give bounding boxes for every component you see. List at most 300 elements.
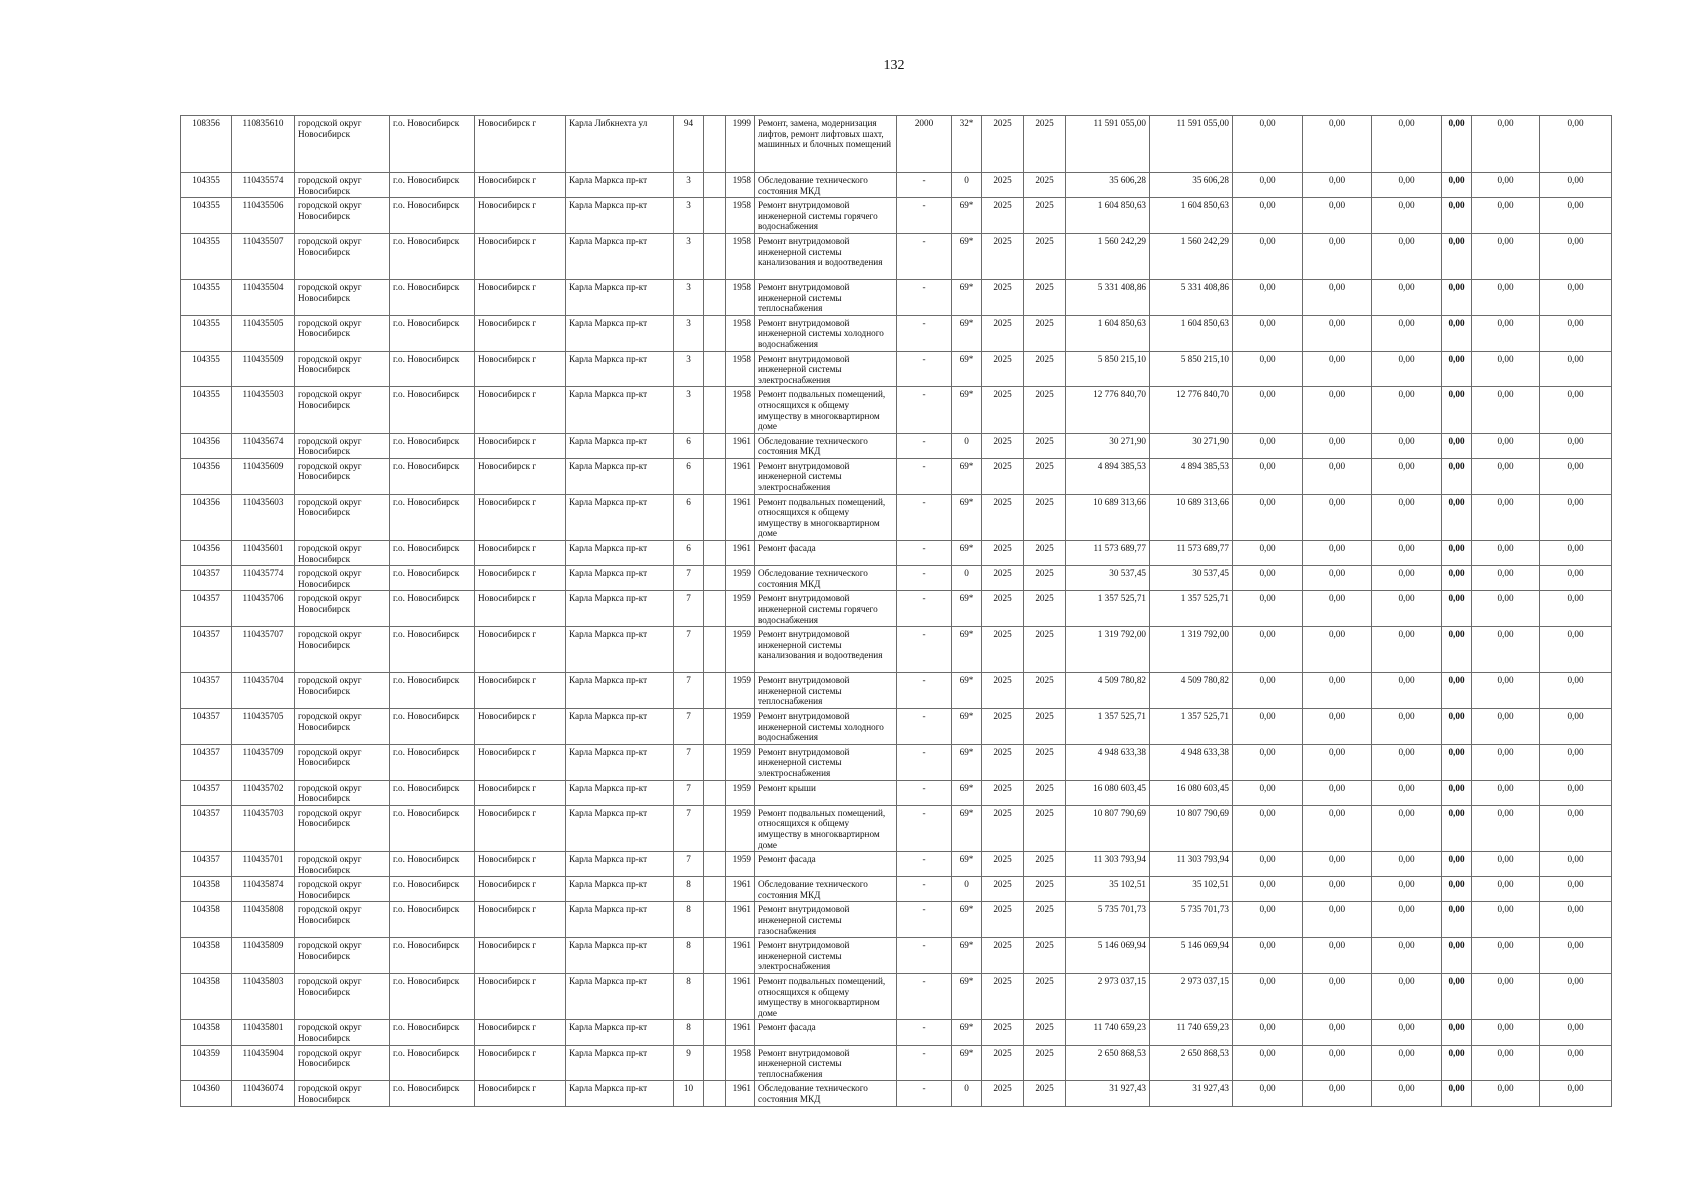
cell-local-budget: 0,00	[1303, 566, 1372, 591]
cell-settlement: Новосибирск г	[475, 1020, 566, 1045]
cell-work-id: 110435505	[232, 315, 295, 351]
cell-wear-percent: 69*	[952, 351, 982, 387]
cell-plan-year-end: 2025	[1024, 1081, 1066, 1106]
cell-total-cost: 4 948 633,38	[1066, 744, 1150, 780]
cell-extra-1: 0,00	[1472, 902, 1540, 938]
cell-owners-funds: 0,00	[1372, 974, 1442, 1020]
table-row	[181, 1045, 1612, 1081]
cell-owners-funds: 0,00	[1372, 494, 1442, 540]
cell-plan-year-end: 2025	[1024, 173, 1066, 198]
cell-plan-year-start: 2025	[982, 387, 1024, 433]
cell-urban-district: г.о. Новосибирск	[390, 541, 475, 566]
cell-fund-cost: 5 146 069,94	[1150, 938, 1233, 974]
cell-unit: -	[897, 974, 952, 1020]
cell-work-type: Обследование технического состояния МКД	[755, 1081, 897, 1106]
cell-building	[704, 279, 726, 315]
cell-urban-district: г.о. Новосибирск	[390, 780, 475, 805]
cell-unit: -	[897, 591, 952, 627]
cell-house-id: 104356	[181, 541, 232, 566]
cell-building	[704, 673, 726, 709]
cell-total-cost: 11 591 055,00	[1066, 116, 1150, 173]
cell-fund-cost: 35 102,51	[1150, 877, 1233, 902]
cell-street: Карла Маркса пр-кт	[566, 902, 674, 938]
cell-extra-1: 0,00	[1472, 974, 1540, 1020]
cell-street: Карла Маркса пр-кт	[566, 852, 674, 877]
cell-plan-year-end: 2025	[1024, 974, 1066, 1020]
cell-urban-district: г.о. Новосибирск	[390, 433, 475, 458]
cell-plan-year-start: 2025	[982, 173, 1024, 198]
cell-total-cost: 10 807 790,69	[1066, 805, 1150, 851]
cell-work-type: Ремонт внутридомовой инженерной системы теплоснабжения	[755, 279, 897, 315]
cell-local-budget: 0,00	[1303, 1081, 1372, 1106]
table-row	[181, 173, 1612, 198]
cell-settlement: Новосибирск г	[475, 627, 566, 673]
cell-total-cost: 11 740 659,23	[1066, 1020, 1150, 1045]
cell-work-type: Ремонт внутридомовой инженерной системы газоснабжения	[755, 902, 897, 938]
cell-regional-budget: 0,00	[1233, 387, 1303, 433]
cell-house-number: 6	[674, 458, 704, 494]
cell-street: Карла Маркса пр-кт	[566, 351, 674, 387]
cell-fund-cost: 30 537,45	[1150, 566, 1233, 591]
cell-house-id: 104355	[181, 233, 232, 279]
cell-unit: -	[897, 1020, 952, 1045]
cell-work-id: 110435601	[232, 541, 295, 566]
cell-urban-district: г.о. Новосибирск	[390, 233, 475, 279]
cell-owners-funds: 0,00	[1372, 116, 1442, 173]
cell-regional-budget: 0,00	[1233, 673, 1303, 709]
cell-extra-2: 0,00	[1540, 673, 1612, 709]
cell-house-number: 6	[674, 433, 704, 458]
cell-plan-year-end: 2025	[1024, 198, 1066, 234]
cell-owners-funds: 0,00	[1372, 902, 1442, 938]
cell-street: Карла Маркса пр-кт	[566, 1045, 674, 1081]
cell-settlement: Новосибирск г	[475, 877, 566, 902]
cell-other-funds: 0,00	[1442, 198, 1472, 234]
cell-wear-percent: 69*	[952, 541, 982, 566]
cell-unit: -	[897, 1045, 952, 1081]
cell-total-cost: 10 689 313,66	[1066, 494, 1150, 540]
cell-municipality: городской округ Новосибирск	[295, 938, 390, 974]
cell-other-funds: 0,00	[1442, 627, 1472, 673]
cell-wear-percent: 69*	[952, 902, 982, 938]
cell-unit: -	[897, 351, 952, 387]
cell-building	[704, 852, 726, 877]
cell-unit: -	[897, 279, 952, 315]
cell-house-id: 104357	[181, 591, 232, 627]
cell-settlement: Новосибирск г	[475, 974, 566, 1020]
cell-extra-1: 0,00	[1472, 780, 1540, 805]
cell-municipality: городской округ Новосибирск	[295, 1020, 390, 1045]
cell-regional-budget: 0,00	[1233, 566, 1303, 591]
cell-regional-budget: 0,00	[1233, 591, 1303, 627]
cell-settlement: Новосибирск г	[475, 387, 566, 433]
cell-unit: -	[897, 877, 952, 902]
cell-unit: -	[897, 780, 952, 805]
cell-local-budget: 0,00	[1303, 198, 1372, 234]
cell-wear-percent: 69*	[952, 627, 982, 673]
cell-house-id: 104356	[181, 494, 232, 540]
cell-plan-year-start: 2025	[982, 780, 1024, 805]
cell-wear-percent: 0	[952, 877, 982, 902]
cell-house-id: 104358	[181, 974, 232, 1020]
cell-wear-percent: 69*	[952, 279, 982, 315]
cell-municipality: городской округ Новосибирск	[295, 315, 390, 351]
cell-local-budget: 0,00	[1303, 780, 1372, 805]
cell-building	[704, 173, 726, 198]
cell-municipality: городской округ Новосибирск	[295, 902, 390, 938]
cell-local-budget: 0,00	[1303, 974, 1372, 1020]
cell-regional-budget: 0,00	[1233, 708, 1303, 744]
cell-building	[704, 198, 726, 234]
cell-plan-year-start: 2025	[982, 541, 1024, 566]
cell-urban-district: г.о. Новосибирск	[390, 877, 475, 902]
cell-fund-cost: 5 735 701,73	[1150, 902, 1233, 938]
cell-house-number: 7	[674, 591, 704, 627]
cell-local-budget: 0,00	[1303, 877, 1372, 902]
cell-urban-district: г.о. Новосибирск	[390, 458, 475, 494]
cell-house-number: 7	[674, 744, 704, 780]
cell-street: Карла Маркса пр-кт	[566, 433, 674, 458]
cell-work-id: 110435574	[232, 173, 295, 198]
cell-wear-percent: 0	[952, 433, 982, 458]
cell-plan-year-end: 2025	[1024, 458, 1066, 494]
cell-settlement: Новосибирск г	[475, 1081, 566, 1106]
cell-urban-district: г.о. Новосибирск	[390, 902, 475, 938]
cell-building	[704, 315, 726, 351]
cell-regional-budget: 0,00	[1233, 780, 1303, 805]
cell-commissioning-year: 1961	[726, 458, 755, 494]
cell-extra-2: 0,00	[1540, 387, 1612, 433]
cell-regional-budget: 0,00	[1233, 974, 1303, 1020]
cell-commissioning-year: 1958	[726, 1045, 755, 1081]
cell-owners-funds: 0,00	[1372, 708, 1442, 744]
cell-house-number: 7	[674, 780, 704, 805]
cell-street: Карла Маркса пр-кт	[566, 708, 674, 744]
cell-extra-2: 0,00	[1540, 902, 1612, 938]
cell-commissioning-year: 1958	[726, 279, 755, 315]
table-row	[181, 974, 1612, 1020]
cell-total-cost: 11 573 689,77	[1066, 541, 1150, 566]
cell-house-number: 3	[674, 233, 704, 279]
cell-regional-budget: 0,00	[1233, 852, 1303, 877]
cell-total-cost: 1 604 850,63	[1066, 315, 1150, 351]
cell-street: Карла Маркса пр-кт	[566, 744, 674, 780]
cell-other-funds: 0,00	[1442, 805, 1472, 851]
cell-urban-district: г.о. Новосибирск	[390, 315, 475, 351]
cell-house-id: 104355	[181, 351, 232, 387]
cell-settlement: Новосибирск г	[475, 902, 566, 938]
cell-fund-cost: 31 927,43	[1150, 1081, 1233, 1106]
cell-fund-cost: 2 650 868,53	[1150, 1045, 1233, 1081]
table-row	[181, 233, 1612, 279]
cell-unit: -	[897, 566, 952, 591]
cell-work-type: Обследование технического состояния МКД	[755, 433, 897, 458]
cell-extra-2: 0,00	[1540, 974, 1612, 1020]
cell-extra-1: 0,00	[1472, 173, 1540, 198]
cell-building	[704, 627, 726, 673]
capital-repair-table	[180, 115, 1612, 1107]
cell-extra-2: 0,00	[1540, 541, 1612, 566]
cell-extra-2: 0,00	[1540, 744, 1612, 780]
cell-commissioning-year: 1959	[726, 805, 755, 851]
cell-building	[704, 116, 726, 173]
cell-total-cost: 1 357 525,71	[1066, 591, 1150, 627]
cell-plan-year-end: 2025	[1024, 902, 1066, 938]
cell-commissioning-year: 1961	[726, 938, 755, 974]
cell-owners-funds: 0,00	[1372, 877, 1442, 902]
cell-house-number: 3	[674, 351, 704, 387]
cell-settlement: Новосибирск г	[475, 1045, 566, 1081]
cell-fund-cost: 2 973 037,15	[1150, 974, 1233, 1020]
cell-regional-budget: 0,00	[1233, 198, 1303, 234]
cell-building	[704, 1020, 726, 1045]
cell-total-cost: 5 735 701,73	[1066, 902, 1150, 938]
cell-wear-percent: 69*	[952, 708, 982, 744]
cell-urban-district: г.о. Новосибирск	[390, 494, 475, 540]
cell-total-cost: 1 560 242,29	[1066, 233, 1150, 279]
cell-house-number: 7	[674, 805, 704, 851]
cell-unit: -	[897, 173, 952, 198]
cell-work-id: 110435808	[232, 902, 295, 938]
cell-work-type: Ремонт внутридомовой инженерной системы электроснабжения	[755, 351, 897, 387]
cell-work-type: Ремонт внутридомовой инженерной системы канализования и водоотведения	[755, 627, 897, 673]
cell-commissioning-year: 1959	[726, 673, 755, 709]
cell-urban-district: г.о. Новосибирск	[390, 591, 475, 627]
cell-plan-year-start: 2025	[982, 627, 1024, 673]
cell-building	[704, 780, 726, 805]
table-row	[181, 780, 1612, 805]
cell-local-budget: 0,00	[1303, 279, 1372, 315]
cell-regional-budget: 0,00	[1233, 279, 1303, 315]
cell-building	[704, 433, 726, 458]
cell-owners-funds: 0,00	[1372, 1020, 1442, 1045]
cell-street: Карла Маркса пр-кт	[566, 233, 674, 279]
cell-wear-percent: 69*	[952, 805, 982, 851]
cell-house-number: 7	[674, 852, 704, 877]
cell-regional-budget: 0,00	[1233, 351, 1303, 387]
cell-commissioning-year: 1959	[726, 627, 755, 673]
cell-plan-year-start: 2025	[982, 902, 1024, 938]
cell-extra-2: 0,00	[1540, 279, 1612, 315]
cell-plan-year-start: 2025	[982, 1020, 1024, 1045]
cell-house-id: 104355	[181, 198, 232, 234]
cell-local-budget: 0,00	[1303, 744, 1372, 780]
cell-extra-2: 0,00	[1540, 351, 1612, 387]
cell-regional-budget: 0,00	[1233, 541, 1303, 566]
cell-extra-2: 0,00	[1540, 938, 1612, 974]
cell-settlement: Новосибирск г	[475, 938, 566, 974]
cell-plan-year-end: 2025	[1024, 1045, 1066, 1081]
cell-unit: -	[897, 805, 952, 851]
cell-urban-district: г.о. Новосибирск	[390, 938, 475, 974]
cell-local-budget: 0,00	[1303, 852, 1372, 877]
cell-settlement: Новосибирск г	[475, 566, 566, 591]
cell-unit: -	[897, 233, 952, 279]
cell-extra-1: 0,00	[1472, 116, 1540, 173]
cell-other-funds: 0,00	[1442, 780, 1472, 805]
cell-other-funds: 0,00	[1442, 233, 1472, 279]
cell-extra-1: 0,00	[1472, 1020, 1540, 1045]
cell-work-id: 110435701	[232, 852, 295, 877]
cell-work-type: Ремонт внутридомовой инженерной системы холодного водоснабжения	[755, 708, 897, 744]
cell-wear-percent: 69*	[952, 458, 982, 494]
cell-local-budget: 0,00	[1303, 627, 1372, 673]
cell-owners-funds: 0,00	[1372, 458, 1442, 494]
cell-extra-2: 0,00	[1540, 627, 1612, 673]
cell-total-cost: 31 927,43	[1066, 1081, 1150, 1106]
cell-urban-district: г.о. Новосибирск	[390, 805, 475, 851]
cell-other-funds: 0,00	[1442, 744, 1472, 780]
cell-street: Карла Маркса пр-кт	[566, 387, 674, 433]
table-row	[181, 1081, 1612, 1106]
cell-work-id: 110435801	[232, 1020, 295, 1045]
table-row	[181, 938, 1612, 974]
cell-building	[704, 541, 726, 566]
cell-extra-2: 0,00	[1540, 708, 1612, 744]
cell-building	[704, 1045, 726, 1081]
cell-work-type: Ремонт внутридомовой инженерной системы горячего водоснабжения	[755, 591, 897, 627]
cell-plan-year-end: 2025	[1024, 351, 1066, 387]
cell-other-funds: 0,00	[1442, 458, 1472, 494]
cell-settlement: Новосибирск г	[475, 673, 566, 709]
cell-wear-percent: 69*	[952, 198, 982, 234]
cell-owners-funds: 0,00	[1372, 938, 1442, 974]
cell-wear-percent: 69*	[952, 852, 982, 877]
cell-other-funds: 0,00	[1442, 877, 1472, 902]
cell-regional-budget: 0,00	[1233, 1081, 1303, 1106]
cell-street: Карла Маркса пр-кт	[566, 591, 674, 627]
cell-urban-district: г.о. Новосибирск	[390, 673, 475, 709]
cell-settlement: Новосибирск г	[475, 315, 566, 351]
cell-work-id: 110435603	[232, 494, 295, 540]
cell-building	[704, 744, 726, 780]
cell-work-type: Ремонт внутридомовой инженерной системы горячего водоснабжения	[755, 198, 897, 234]
cell-fund-cost: 5 850 215,10	[1150, 351, 1233, 387]
cell-street: Карла Маркса пр-кт	[566, 566, 674, 591]
cell-settlement: Новосибирск г	[475, 173, 566, 198]
cell-house-number: 3	[674, 173, 704, 198]
cell-building	[704, 387, 726, 433]
cell-work-id: 110435874	[232, 877, 295, 902]
cell-local-budget: 0,00	[1303, 315, 1372, 351]
cell-urban-district: г.о. Новосибирск	[390, 116, 475, 173]
cell-house-id: 104360	[181, 1081, 232, 1106]
cell-extra-2: 0,00	[1540, 116, 1612, 173]
cell-settlement: Новосибирск г	[475, 279, 566, 315]
table-row	[181, 708, 1612, 744]
cell-commissioning-year: 1958	[726, 198, 755, 234]
cell-plan-year-start: 2025	[982, 974, 1024, 1020]
cell-plan-year-end: 2025	[1024, 494, 1066, 540]
cell-house-number: 8	[674, 877, 704, 902]
cell-building	[704, 877, 726, 902]
cell-extra-1: 0,00	[1472, 351, 1540, 387]
cell-wear-percent: 69*	[952, 673, 982, 709]
cell-plan-year-start: 2025	[982, 1081, 1024, 1106]
cell-settlement: Новосибирск г	[475, 744, 566, 780]
cell-commissioning-year: 1961	[726, 877, 755, 902]
cell-work-type: Ремонт внутридомовой инженерной системы электроснабжения	[755, 938, 897, 974]
cell-regional-budget: 0,00	[1233, 116, 1303, 173]
cell-urban-district: г.о. Новосибирск	[390, 852, 475, 877]
cell-wear-percent: 69*	[952, 938, 982, 974]
cell-unit: -	[897, 458, 952, 494]
cell-commissioning-year: 1958	[726, 387, 755, 433]
cell-regional-budget: 0,00	[1233, 744, 1303, 780]
cell-extra-2: 0,00	[1540, 315, 1612, 351]
cell-extra-1: 0,00	[1472, 805, 1540, 851]
cell-local-budget: 0,00	[1303, 233, 1372, 279]
cell-municipality: городской округ Новосибирск	[295, 852, 390, 877]
cell-plan-year-end: 2025	[1024, 279, 1066, 315]
cell-work-id: 110435774	[232, 566, 295, 591]
cell-wear-percent: 69*	[952, 1045, 982, 1081]
cell-urban-district: г.о. Новосибирск	[390, 387, 475, 433]
cell-plan-year-end: 2025	[1024, 233, 1066, 279]
cell-extra-1: 0,00	[1472, 279, 1540, 315]
cell-fund-cost: 4 948 633,38	[1150, 744, 1233, 780]
cell-settlement: Новосибирск г	[475, 494, 566, 540]
cell-unit: -	[897, 744, 952, 780]
cell-other-funds: 0,00	[1442, 116, 1472, 173]
cell-local-budget: 0,00	[1303, 673, 1372, 709]
cell-total-cost: 11 303 793,94	[1066, 852, 1150, 877]
cell-street: Карла Маркса пр-кт	[566, 315, 674, 351]
cell-fund-cost: 10 689 313,66	[1150, 494, 1233, 540]
cell-commissioning-year: 1961	[726, 1081, 755, 1106]
cell-municipality: городской округ Новосибирск	[295, 351, 390, 387]
cell-urban-district: г.о. Новосибирск	[390, 173, 475, 198]
cell-urban-district: г.о. Новосибирск	[390, 1081, 475, 1106]
cell-plan-year-start: 2025	[982, 591, 1024, 627]
cell-other-funds: 0,00	[1442, 433, 1472, 458]
cell-plan-year-start: 2025	[982, 744, 1024, 780]
cell-work-type: Ремонт подвальных помещений, относящихся к общему имуществу в многоквартирном доме	[755, 387, 897, 433]
cell-street: Карла Маркса пр-кт	[566, 541, 674, 566]
cell-plan-year-start: 2025	[982, 198, 1024, 234]
cell-plan-year-end: 2025	[1024, 566, 1066, 591]
cell-work-id: 110435704	[232, 673, 295, 709]
cell-owners-funds: 0,00	[1372, 780, 1442, 805]
cell-owners-funds: 0,00	[1372, 591, 1442, 627]
cell-municipality: городской округ Новосибирск	[295, 198, 390, 234]
cell-extra-1: 0,00	[1472, 494, 1540, 540]
cell-house-id: 108356	[181, 116, 232, 173]
cell-plan-year-end: 2025	[1024, 591, 1066, 627]
cell-unit: -	[897, 387, 952, 433]
cell-total-cost: 16 080 603,45	[1066, 780, 1150, 805]
cell-owners-funds: 0,00	[1372, 173, 1442, 198]
cell-work-type: Ремонт подвальных помещений, относящихся к общему имуществу в многоквартирном доме	[755, 805, 897, 851]
cell-work-id: 110435809	[232, 938, 295, 974]
cell-local-budget: 0,00	[1303, 351, 1372, 387]
cell-work-type: Ремонт фасада	[755, 1020, 897, 1045]
cell-unit: -	[897, 433, 952, 458]
cell-total-cost: 5 331 408,86	[1066, 279, 1150, 315]
cell-urban-district: г.о. Новосибирск	[390, 974, 475, 1020]
cell-fund-cost: 1 560 242,29	[1150, 233, 1233, 279]
cell-extra-2: 0,00	[1540, 591, 1612, 627]
table-row	[181, 744, 1612, 780]
cell-plan-year-end: 2025	[1024, 938, 1066, 974]
cell-fund-cost: 11 573 689,77	[1150, 541, 1233, 566]
cell-street: Карла Маркса пр-кт	[566, 198, 674, 234]
cell-work-id: 110435674	[232, 433, 295, 458]
cell-commissioning-year: 1961	[726, 433, 755, 458]
cell-building	[704, 458, 726, 494]
cell-owners-funds: 0,00	[1372, 744, 1442, 780]
cell-commissioning-year: 1958	[726, 173, 755, 198]
